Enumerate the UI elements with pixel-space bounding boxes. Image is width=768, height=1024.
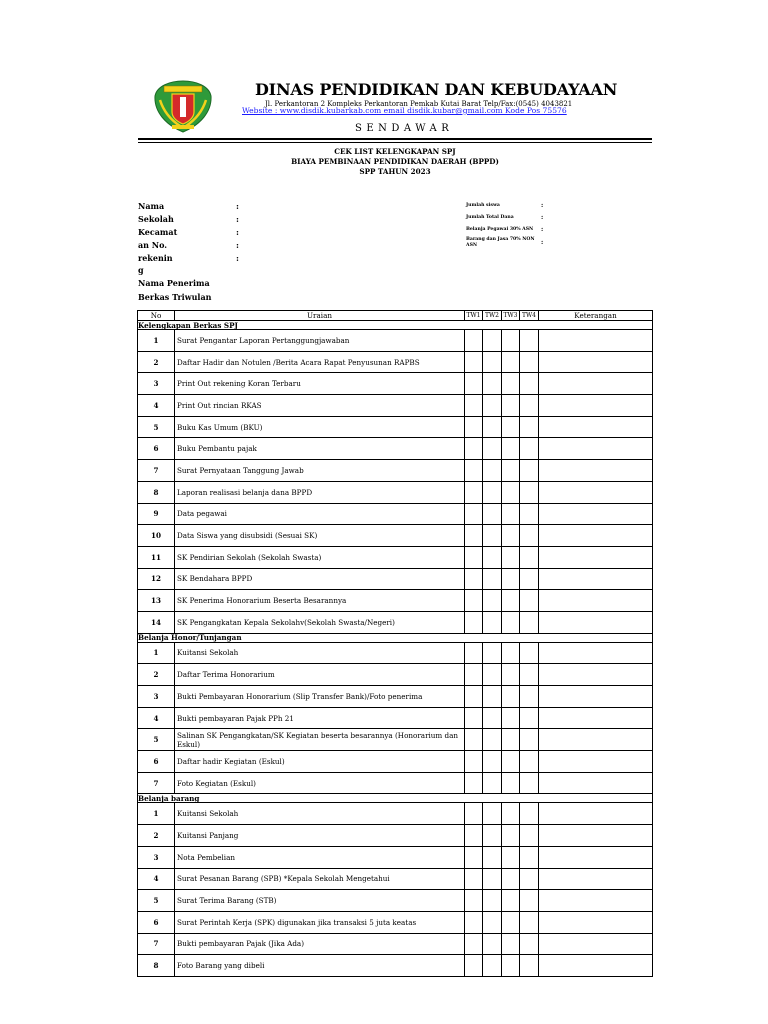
check-cell-tw2[interactable]: [483, 664, 502, 686]
check-cell-tw1[interactable]: [465, 642, 483, 664]
table-row: [138, 395, 653, 417]
header-rule-thick: [138, 138, 652, 140]
keterangan-cell[interactable]: [539, 395, 653, 417]
table-row: [138, 460, 653, 482]
check-cell-tw3[interactable]: [502, 642, 520, 664]
organization-contact-link[interactable]: Website : www.disdik.kubarkab.com email disdik.kubar@gmail.com Kode Pos 75576: [242, 106, 567, 115]
check-cell-tw4[interactable]: [520, 546, 539, 568]
section-row: [138, 633, 653, 642]
check-cell-tw4[interactable]: [520, 481, 539, 503]
check-cell-tw1[interactable]: [465, 890, 483, 912]
check-cell-tw1[interactable]: [465, 546, 483, 568]
row-description: Daftar hadir Kegiatan (Eskul): [175, 751, 465, 773]
row-number: 9: [138, 503, 175, 525]
keterangan-cell[interactable]: [539, 438, 653, 460]
check-cell-tw3[interactable]: [502, 395, 520, 417]
check-cell-tw3[interactable]: [502, 846, 520, 868]
check-cell-tw4[interactable]: [520, 525, 539, 547]
document-title-line3: SPP TAHUN 2023: [359, 167, 431, 176]
row-description: SK Bendahara BPPD: [175, 568, 465, 590]
check-cell-tw2[interactable]: [483, 890, 502, 912]
keterangan-cell[interactable]: [539, 351, 653, 373]
check-cell-tw3[interactable]: [502, 438, 520, 460]
check-cell-tw3[interactable]: [502, 351, 520, 373]
keterangan-cell[interactable]: [539, 868, 653, 890]
section-row: [138, 321, 653, 330]
row-description: Kuitansi Panjang: [175, 825, 465, 847]
check-cell-tw1[interactable]: [465, 481, 483, 503]
check-cell-tw4[interactable]: [520, 373, 539, 395]
row-description: Surat Perintah Kerja (SPK) digunakan jika transaksi 5 juta keatas: [175, 911, 465, 933]
table-row: [138, 825, 653, 847]
keterangan-cell[interactable]: [539, 503, 653, 525]
check-cell-tw4[interactable]: [520, 825, 539, 847]
keterangan-cell[interactable]: [539, 846, 653, 868]
row-description: Kuitansi Sekolah: [175, 642, 465, 664]
check-cell-tw3[interactable]: [502, 568, 520, 590]
check-cell-tw3[interactable]: [502, 803, 520, 825]
check-cell-tw3[interactable]: [502, 664, 520, 686]
check-cell-tw2[interactable]: [483, 911, 502, 933]
section-row: [138, 794, 653, 803]
keterangan-cell[interactable]: [539, 568, 653, 590]
check-cell-tw1[interactable]: [465, 664, 483, 686]
row-description: Print Out rincian RKAS: [175, 395, 465, 417]
row-description: SK Pendirian Sekolah (Sekolah Swasta): [175, 546, 465, 568]
table-row: [138, 729, 653, 751]
check-cell-tw3[interactable]: [502, 481, 520, 503]
check-cell-tw4[interactable]: [520, 707, 539, 729]
keterangan-cell[interactable]: [539, 933, 653, 955]
check-cell-tw3[interactable]: [502, 868, 520, 890]
check-cell-tw2[interactable]: [483, 568, 502, 590]
document-title-line1: CEK LIST KELENGKAPAN SPJ: [334, 147, 456, 156]
row-description: Data pegawai: [175, 503, 465, 525]
check-cell-tw4[interactable]: [520, 933, 539, 955]
check-cell-tw2[interactable]: [483, 351, 502, 373]
field-colon: :: [236, 253, 239, 263]
check-cell-tw4[interactable]: [520, 803, 539, 825]
table-row: [138, 642, 653, 664]
check-cell-tw3[interactable]: [502, 751, 520, 773]
check-cell-tw1[interactable]: [465, 707, 483, 729]
row-description: Buku Kas Umum (BKU): [175, 416, 465, 438]
table-row: [138, 330, 653, 352]
table-row: [138, 481, 653, 503]
check-cell-tw3[interactable]: [502, 525, 520, 547]
field-label: Barang dan Jasa 70% NON ASN: [466, 237, 535, 248]
table-row: [138, 803, 653, 825]
row-number: 8: [138, 481, 175, 503]
check-cell-tw3[interactable]: [502, 546, 520, 568]
table-row: [138, 846, 653, 868]
keterangan-cell[interactable]: [539, 373, 653, 395]
check-cell-tw1[interactable]: [465, 568, 483, 590]
keterangan-cell[interactable]: [539, 611, 653, 633]
field-label: Sekolah: [138, 214, 174, 224]
row-description: Print Out rekening Koran Terbaru: [175, 373, 465, 395]
row-number: 5: [138, 416, 175, 438]
keterangan-cell[interactable]: [539, 546, 653, 568]
keterangan-cell[interactable]: [539, 751, 653, 773]
row-description: Foto Barang yang dibeli: [175, 955, 465, 977]
row-description: Surat Pernyataan Tanggung Jawab: [175, 460, 465, 482]
row-description: Nota Pembelian: [175, 846, 465, 868]
check-cell-tw1[interactable]: [465, 460, 483, 482]
check-cell-tw1[interactable]: [465, 933, 483, 955]
check-cell-tw4[interactable]: [520, 438, 539, 460]
field-colon: :: [236, 201, 239, 211]
row-number: 1: [138, 803, 175, 825]
row-number: 3: [138, 686, 175, 708]
check-cell-tw2[interactable]: [483, 933, 502, 955]
row-number: 2: [138, 825, 175, 847]
organization-address: Jl. Perkantoran 2 Kompleks Perkantoran Pemkab Kutai Barat Telp/Fax:(0545) 4043821: [265, 100, 573, 108]
keterangan-cell[interactable]: [539, 664, 653, 686]
header-no: No: [138, 311, 175, 321]
row-number: 6: [138, 911, 175, 933]
section-title: Kelengkapan Berkas SPJ: [138, 321, 653, 330]
check-cell-tw3[interactable]: [502, 460, 520, 482]
check-cell-tw4[interactable]: [520, 772, 539, 794]
table-row: [138, 955, 653, 977]
table-row: [138, 611, 653, 633]
check-cell-tw1[interactable]: [465, 772, 483, 794]
row-number: 8: [138, 955, 175, 977]
check-cell-tw1[interactable]: [465, 686, 483, 708]
check-cell-tw4[interactable]: [520, 460, 539, 482]
check-cell-tw1[interactable]: [465, 751, 483, 773]
row-number: 3: [138, 846, 175, 868]
check-cell-tw3[interactable]: [502, 416, 520, 438]
field-colon: :: [541, 202, 544, 209]
check-cell-tw4[interactable]: [520, 955, 539, 977]
keterangan-cell[interactable]: [539, 416, 653, 438]
row-description: Bukti Pembayaran Honorarium (Slip Transfer Bank)/Foto penerima: [175, 686, 465, 708]
row-description: Bukti pembayaran Pajak PPh 21: [175, 707, 465, 729]
row-description: Kuitansi Sekolah: [175, 803, 465, 825]
check-cell-tw4[interactable]: [520, 590, 539, 612]
checklist-table: [137, 310, 653, 977]
check-cell-tw1[interactable]: [465, 525, 483, 547]
table-row: [138, 590, 653, 612]
row-description: Laporan realisasi belanja dana BPPD: [175, 481, 465, 503]
check-cell-tw1[interactable]: [465, 373, 483, 395]
check-cell-tw1[interactable]: [465, 611, 483, 633]
keterangan-cell[interactable]: [539, 525, 653, 547]
row-number: 4: [138, 707, 175, 729]
check-cell-tw3[interactable]: [502, 933, 520, 955]
row-number: 7: [138, 460, 175, 482]
check-cell-tw4[interactable]: [520, 395, 539, 417]
row-description: Data Siswa yang disubsidi (Sesuai SK): [175, 525, 465, 547]
table-row: [138, 351, 653, 373]
check-cell-tw2[interactable]: [483, 481, 502, 503]
section-title: Belanja Honor/Tunjangan: [138, 633, 653, 642]
check-cell-tw3[interactable]: [502, 955, 520, 977]
check-cell-tw2[interactable]: [483, 729, 502, 751]
table-row: [138, 707, 653, 729]
check-cell-tw4[interactable]: [520, 890, 539, 912]
field-label: rekenin: [138, 253, 173, 263]
row-number: 2: [138, 351, 175, 373]
check-cell-tw1[interactable]: [465, 330, 483, 352]
regency-emblem-icon: [152, 78, 214, 134]
field-label: g: [138, 265, 144, 275]
check-cell-tw1[interactable]: [465, 911, 483, 933]
check-cell-tw3[interactable]: [502, 611, 520, 633]
check-cell-tw4[interactable]: [520, 503, 539, 525]
organization-name: DINAS PENDIDIKAN DAN KEBUDAYAAN: [255, 80, 618, 99]
keterangan-cell[interactable]: [539, 460, 653, 482]
check-cell-tw2[interactable]: [483, 686, 502, 708]
check-cell-tw1[interactable]: [465, 868, 483, 890]
field-colon: :: [236, 214, 239, 224]
keterangan-cell[interactable]: [539, 772, 653, 794]
table-row: [138, 868, 653, 890]
field-colon: :: [541, 226, 544, 233]
check-cell-tw3[interactable]: [502, 330, 520, 352]
table-row: [138, 911, 653, 933]
keterangan-cell[interactable]: [539, 481, 653, 503]
check-cell-tw2[interactable]: [483, 955, 502, 977]
keterangan-cell[interactable]: [539, 825, 653, 847]
field-label: Nama Penerima: [138, 278, 210, 288]
field-label: an No.: [138, 240, 168, 250]
check-cell-tw4[interactable]: [520, 664, 539, 686]
row-number: 6: [138, 438, 175, 460]
check-cell-tw4[interactable]: [520, 642, 539, 664]
check-cell-tw4[interactable]: [520, 686, 539, 708]
header-tw4: TW4: [520, 311, 539, 321]
row-number: 7: [138, 933, 175, 955]
table-row: [138, 373, 653, 395]
check-cell-tw2[interactable]: [483, 868, 502, 890]
header-rule-thin: [138, 142, 652, 143]
row-description: Buku Pembantu pajak: [175, 438, 465, 460]
keterangan-cell[interactable]: [539, 803, 653, 825]
table-row: [138, 751, 653, 773]
table-row: [138, 568, 653, 590]
table-row: [138, 686, 653, 708]
keterangan-cell[interactable]: [539, 911, 653, 933]
check-cell-tw4[interactable]: [520, 351, 539, 373]
keterangan-cell[interactable]: [539, 330, 653, 352]
check-cell-tw4[interactable]: [520, 846, 539, 868]
field-colon: :: [541, 239, 544, 246]
check-cell-tw1[interactable]: [465, 825, 483, 847]
check-cell-tw2[interactable]: [483, 460, 502, 482]
check-cell-tw4[interactable]: [520, 911, 539, 933]
check-cell-tw4[interactable]: [520, 611, 539, 633]
keterangan-cell[interactable]: [539, 890, 653, 912]
table-header-row: [138, 311, 653, 321]
row-description: Daftar Hadir dan Notulen /Berita Acara Rapat Penyusunan RAPBS: [175, 351, 465, 373]
check-cell-tw3[interactable]: [502, 686, 520, 708]
check-cell-tw2[interactable]: [483, 772, 502, 794]
row-number: 6: [138, 751, 175, 773]
document-title-line2: BIAYA PEMBINAAN PENDIDIKAN DAERAH (BPPD): [291, 157, 499, 166]
field-colon: :: [236, 227, 239, 237]
check-cell-tw2[interactable]: [483, 846, 502, 868]
check-cell-tw1[interactable]: [465, 395, 483, 417]
row-number: 4: [138, 395, 175, 417]
check-cell-tw3[interactable]: [502, 825, 520, 847]
check-cell-tw2[interactable]: [483, 395, 502, 417]
row-number: 2: [138, 664, 175, 686]
row-description: Surat Terima Barang (STB): [175, 890, 465, 912]
table-row: [138, 525, 653, 547]
row-description: Foto Kegiatan (Eskul): [175, 772, 465, 794]
check-cell-tw1[interactable]: [465, 729, 483, 751]
row-number: 5: [138, 890, 175, 912]
row-description: Surat Pengantar Laporan Pertanggungjawaban: [175, 330, 465, 352]
row-number: 4: [138, 868, 175, 890]
row-description: SK Pengangkatan Kepala Sekolahv(Sekolah Swasta/Negeri): [175, 611, 465, 633]
table-row: [138, 664, 653, 686]
row-description: Surat Pesanan Barang (SPB) *Kepala Sekolah Mengetahui: [175, 868, 465, 890]
row-description: Bukti pembayaran Pajak (Jika Ada): [175, 933, 465, 955]
check-cell-tw2[interactable]: [483, 503, 502, 525]
organization-city: SENDAWAR: [355, 123, 454, 134]
header-tw1: TW1: [466, 311, 481, 319]
header-uraian: Uraian: [175, 311, 465, 321]
table-row: [138, 546, 653, 568]
check-cell-tw2[interactable]: [483, 803, 502, 825]
check-cell-tw3[interactable]: [502, 772, 520, 794]
row-number: 11: [138, 546, 175, 568]
check-cell-tw1[interactable]: [465, 503, 483, 525]
check-cell-tw2[interactable]: [483, 438, 502, 460]
check-cell-tw2[interactable]: [483, 546, 502, 568]
field-colon: :: [541, 214, 544, 221]
check-cell-tw3[interactable]: [502, 729, 520, 751]
check-cell-tw3[interactable]: [502, 707, 520, 729]
row-number: 1: [138, 642, 175, 664]
row-number: 7: [138, 772, 175, 794]
table-row: [138, 772, 653, 794]
check-cell-tw2[interactable]: [483, 751, 502, 773]
check-cell-tw2[interactable]: [483, 525, 502, 547]
field-label: Jumlah Total Dana: [466, 215, 514, 220]
check-cell-tw1[interactable]: [465, 438, 483, 460]
check-cell-tw4[interactable]: [520, 330, 539, 352]
keterangan-cell[interactable]: [539, 729, 653, 751]
field-label: Berkas Triwulan: [138, 292, 212, 302]
check-cell-tw3[interactable]: [502, 890, 520, 912]
section-title: Belanja barang: [138, 794, 653, 803]
check-cell-tw2[interactable]: [483, 642, 502, 664]
keterangan-cell[interactable]: [539, 707, 653, 729]
field-label: Jumlah siswa: [466, 203, 500, 208]
field-label: Nama: [138, 201, 165, 211]
row-number: 5: [138, 729, 175, 751]
row-number: 14: [138, 611, 175, 633]
table-row: [138, 503, 653, 525]
keterangan-cell[interactable]: [539, 642, 653, 664]
keterangan-cell[interactable]: [539, 955, 653, 977]
row-number: 10: [138, 525, 175, 547]
field-label: Kecamat: [138, 227, 178, 237]
check-cell-tw2[interactable]: [483, 825, 502, 847]
row-number: 3: [138, 373, 175, 395]
check-cell-tw1[interactable]: [465, 803, 483, 825]
check-cell-tw3[interactable]: [502, 911, 520, 933]
row-number: 12: [138, 568, 175, 590]
check-cell-tw1[interactable]: [465, 590, 483, 612]
header-keterangan: Keterangan: [539, 311, 653, 321]
keterangan-cell[interactable]: [539, 686, 653, 708]
check-cell-tw2[interactable]: [483, 611, 502, 633]
check-cell-tw2[interactable]: [483, 416, 502, 438]
table-row: [138, 890, 653, 912]
check-cell-tw2[interactable]: [483, 330, 502, 352]
check-cell-tw1[interactable]: [465, 416, 483, 438]
check-cell-tw1[interactable]: [465, 846, 483, 868]
table-row: [138, 438, 653, 460]
check-cell-tw3[interactable]: [502, 590, 520, 612]
field-label: Belanja Pegawai 30% ASN: [466, 227, 534, 232]
check-cell-tw4[interactable]: [520, 868, 539, 890]
row-description: SK Penerima Honorarium Beserta Besarannya: [175, 590, 465, 612]
check-cell-tw2[interactable]: [483, 707, 502, 729]
check-cell-tw4[interactable]: [520, 416, 539, 438]
check-cell-tw3[interactable]: [502, 503, 520, 525]
header-tw2: TW2: [483, 311, 502, 321]
row-number: 13: [138, 590, 175, 612]
row-number: 1: [138, 330, 175, 352]
table-row: [138, 933, 653, 955]
table-row: [138, 416, 653, 438]
check-cell-tw3[interactable]: [502, 373, 520, 395]
check-cell-tw1[interactable]: [465, 955, 483, 977]
row-description: Salinan SK Pengangkatan/SK Kegiatan beserta besarannya (Honorarium dan Eskul): [175, 729, 465, 751]
check-cell-tw4[interactable]: [520, 729, 539, 751]
check-cell-tw2[interactable]: [483, 373, 502, 395]
row-description: Daftar Terima Honorarium: [175, 664, 465, 686]
check-cell-tw1[interactable]: [465, 351, 483, 373]
field-colon: :: [236, 240, 239, 250]
keterangan-cell[interactable]: [539, 590, 653, 612]
check-cell-tw4[interactable]: [520, 751, 539, 773]
check-cell-tw2[interactable]: [483, 590, 502, 612]
header-tw3: TW3: [503, 311, 518, 319]
check-cell-tw4[interactable]: [520, 568, 539, 590]
